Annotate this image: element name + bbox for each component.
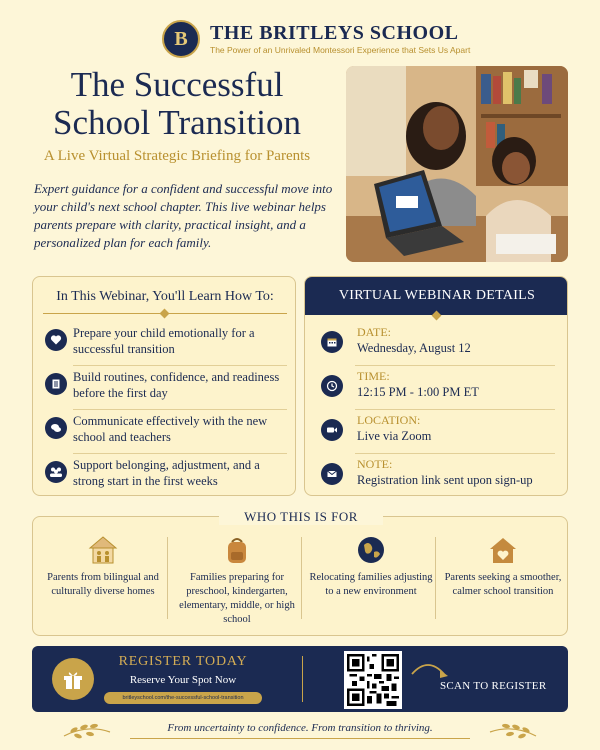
people-icon bbox=[45, 461, 67, 483]
learn-item-text: Build routines, confidence, and readiness before the first day bbox=[73, 370, 280, 400]
learn-item bbox=[43, 413, 289, 455]
divider bbox=[435, 537, 436, 619]
audience-item bbox=[437, 535, 569, 631]
arrow-icon bbox=[410, 658, 450, 682]
footer-rule bbox=[130, 738, 470, 739]
logo-letter: B bbox=[174, 27, 188, 50]
school-name: THE BRITLEYS SCHOOL bbox=[210, 22, 459, 44]
clock-icon bbox=[321, 375, 343, 397]
header bbox=[0, 0, 600, 62]
learn-title: In This Webinar, You'll Learn How To: bbox=[56, 289, 274, 304]
register-banner[interactable] bbox=[32, 646, 568, 712]
learn-item-text: Support belonging, adjustment, and a strong start in the first weeks bbox=[73, 458, 260, 488]
ornament-divider bbox=[43, 309, 287, 319]
audience-title: WHO THIS IS FOR bbox=[219, 509, 383, 525]
ornament-divider bbox=[315, 311, 559, 321]
detail-label: TIME: bbox=[357, 369, 390, 383]
page-subtitle: A Live Virtual Strategic Briefing for Parents bbox=[43, 148, 311, 164]
detail-value: Registration link sent upon sign-up bbox=[357, 473, 533, 487]
webinar-details-panel bbox=[304, 276, 568, 496]
scan-to-register-label: SCAN TO REGISTER bbox=[440, 680, 547, 692]
learn-item bbox=[43, 325, 289, 367]
qr-code[interactable] bbox=[344, 651, 402, 709]
register-subtitle: Reserve Your Spot Now bbox=[129, 674, 237, 686]
audience-text: Families preparing for preschool, kindergarten, elementary, middle, or high school bbox=[179, 572, 295, 625]
learn-item-text: Communicate effectively with the new school and teachers bbox=[73, 414, 268, 444]
detail-date bbox=[321, 325, 557, 365]
detail-value: 12:15 PM - 1:00 PM ET bbox=[357, 385, 479, 399]
family-house-icon bbox=[88, 535, 118, 565]
learn-item bbox=[43, 457, 289, 499]
register-title[interactable]: REGISTER TODAY bbox=[118, 654, 248, 669]
gift-icon bbox=[52, 658, 94, 700]
learn-item bbox=[43, 369, 289, 411]
divider bbox=[301, 537, 302, 619]
parent-child-laptop-illustration bbox=[346, 66, 568, 262]
checklist-icon bbox=[45, 373, 67, 395]
backpack-icon bbox=[222, 535, 252, 565]
detail-location bbox=[321, 413, 557, 453]
detail-note bbox=[321, 457, 557, 496]
heart-icon bbox=[45, 329, 67, 351]
detail-value: Wednesday, August 12 bbox=[357, 341, 471, 355]
page-title bbox=[18, 66, 336, 142]
register-url-link[interactable]: britleyschool.com/the-successful-school-transition bbox=[104, 692, 262, 704]
intro-text: Expert guidance for a confident and successful move into your child's next school chapter. This live webinar helps parents prepare with clarity, practical insight, and a personalized plan for each family. bbox=[34, 181, 333, 250]
audience-text: Parents from bilingual and culturally diverse homes bbox=[47, 572, 159, 597]
detail-time bbox=[321, 369, 557, 409]
chat-icon bbox=[45, 417, 67, 439]
divider bbox=[73, 453, 287, 454]
audience-item bbox=[171, 535, 303, 631]
detail-label: NOTE: bbox=[357, 457, 393, 471]
divider bbox=[302, 656, 303, 702]
audience-text: Relocating families adjusting to a new environment bbox=[309, 572, 433, 597]
home-heart-icon bbox=[488, 535, 518, 565]
audience-item bbox=[305, 535, 437, 631]
learn-panel bbox=[32, 276, 296, 496]
details-title: VIRTUAL WEBINAR DETAILS bbox=[305, 277, 568, 315]
globe-icon bbox=[356, 535, 386, 565]
divider bbox=[167, 537, 168, 619]
divider bbox=[355, 453, 555, 454]
audience-panel bbox=[32, 509, 568, 636]
hero-photo bbox=[346, 66, 568, 262]
audience-item bbox=[37, 535, 169, 631]
divider bbox=[355, 409, 555, 410]
video-icon bbox=[321, 419, 343, 441]
school-tagline: The Power of an Unrivaled Montessori Experience that Sets Us Apart bbox=[210, 45, 471, 55]
audience-text: Parents seeking a smoother, calmer school transition bbox=[444, 572, 562, 597]
detail-label: DATE: bbox=[357, 325, 391, 339]
learn-item-text: Prepare your child emotionally for a successful transition bbox=[73, 326, 255, 356]
detail-label: LOCATION: bbox=[357, 413, 421, 427]
divider bbox=[355, 365, 555, 366]
calendar-icon bbox=[321, 331, 343, 353]
title-line-2: School Transition bbox=[53, 103, 301, 142]
envelope-icon bbox=[321, 463, 343, 485]
divider bbox=[73, 365, 287, 366]
detail-value[interactable]: Live via Zoom bbox=[357, 429, 432, 443]
divider bbox=[73, 409, 287, 410]
school-logo[interactable] bbox=[162, 20, 200, 58]
footer-tagline: From uncertainty to confidence. From transition to thriving. bbox=[167, 722, 433, 734]
title-line-1: The Successful bbox=[70, 65, 284, 104]
